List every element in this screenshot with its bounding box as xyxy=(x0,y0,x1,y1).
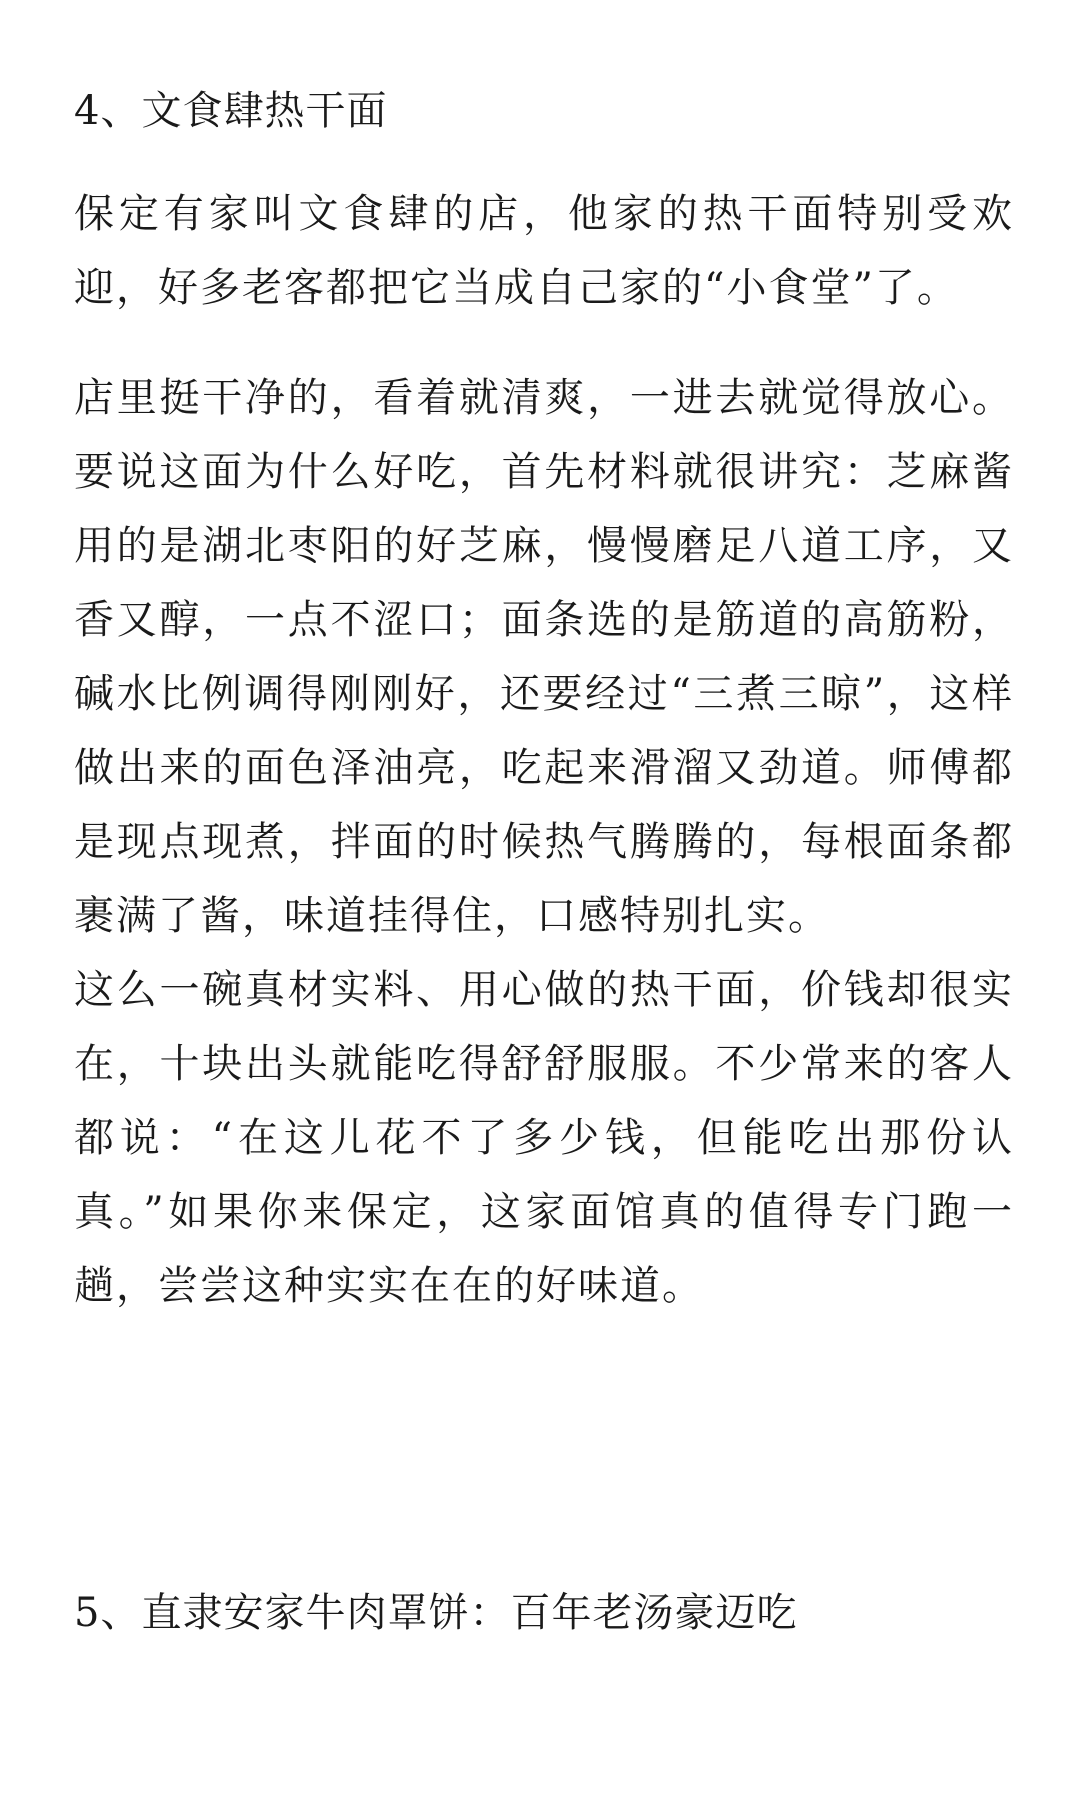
section-4-paragraph-1: 保定有家叫文食肆的店，他家的热干面特别受欢迎，好多老客都把它当成自己家的“小食堂”了。 xyxy=(74,191,1014,311)
section-4-paragraph-2: 店里挺干净的，看着就清爽，一进去就觉得放心。要说这面为什么好吃，首先材料就很讲究：芝麻酱用的是湖北枣阳的好芝麻，慢慢磨足八道工序，又香又醇，一点不涩口；面条选的是筋道的高筋粉，碱水比例调得刚刚好，还要经过“三煮三晾”，这样做出来的面色泽油亮，吃起来滑溜又劲道。师傅都是现点现煮，拌面的时候热气腾腾的，每根面条都裹满了酱，味道挂得住，口感特别扎实。 xyxy=(74,375,1014,939)
section-4-paragraph-3: 这么一碗真材实料、用心做的热干面，价钱却很实在，十块出头就能吃得舒舒服服。不少常来的客人都说：“在这儿花不了多少钱，但能吃出那份认真。”如果你来保定，这家面馆真的值得专门跑一趟，尝尝这种实实在在的好味道。 xyxy=(74,967,1014,1309)
section-5-title: 5、直隶安家牛肉罩饼：百年老汤豪迈吃 xyxy=(74,1590,798,1636)
section-4-title: 4、文食肆热干面 xyxy=(74,88,388,134)
